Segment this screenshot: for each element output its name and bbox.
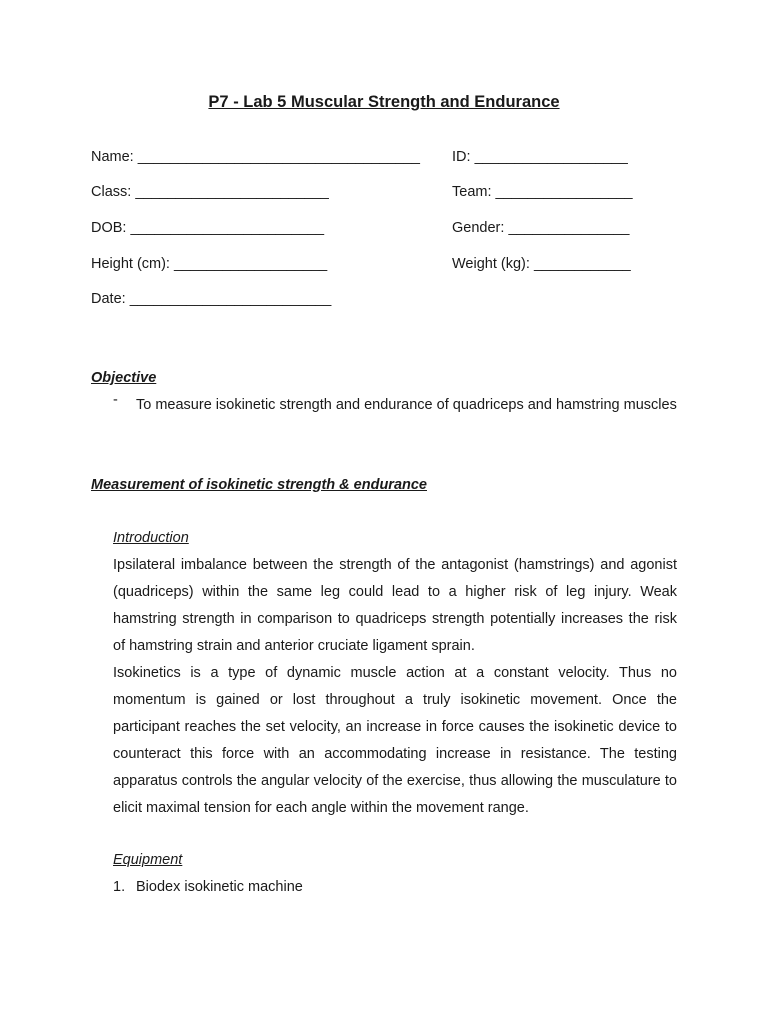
name-blank[interactable]: ___________________________________ xyxy=(137,149,420,165)
equipment-item-text: Biodex isokinetic machine xyxy=(136,879,303,895)
height-label: Height (cm): xyxy=(91,256,170,272)
date-label: Date: xyxy=(91,291,126,307)
name-field xyxy=(91,149,420,165)
dob-label: DOB: xyxy=(91,220,127,236)
introduction-paragraph-2: Isokinetics is a type of dynamic muscle action at a constant velocity. Thus no momentum is gained or lost throughout a truly isokinetic movement. Once the participant reaches the set velocity, an increase in force causes the isokinetic device to counteract this force with an accommodating increase in resistance. The testing apparatus controls the angular velocity of the exercise, thus allowing the musculature to elicit maximal tension for each angle within the movement range. xyxy=(113,665,677,816)
team-blank[interactable]: _________________ xyxy=(495,184,633,200)
date-blank[interactable]: _________________________ xyxy=(129,291,332,307)
name-label: Name: xyxy=(91,149,134,165)
bullet-marker: - xyxy=(113,392,118,408)
team-field xyxy=(452,184,633,200)
objective-text: To measure isokinetic strength and endurance of quadriceps and hamstring muscles xyxy=(136,397,677,413)
date-field xyxy=(91,291,331,307)
team-label: Team: xyxy=(452,184,492,200)
equipment-item-number: 1. xyxy=(113,879,126,895)
class-blank[interactable]: ________________________ xyxy=(135,184,329,200)
weight-label: Weight (kg): xyxy=(452,256,530,272)
id-blank[interactable]: ___________________ xyxy=(474,149,628,165)
id-label: ID: xyxy=(452,149,471,165)
introduction-paragraph-1: Ipsilateral imbalance between the strength of the antagonist (hamstrings) and agonist (quadriceps) within the same leg could lead to a higher risk of leg injury. Weak hamstring strength in comparison to quadriceps strength potentially increases the risk of hamstring strain and anterior cruciate ligament sprain. xyxy=(113,557,677,654)
introduction-heading: Introduction xyxy=(113,530,189,546)
dob-field xyxy=(91,220,324,236)
gender-blank[interactable]: _______________ xyxy=(508,220,630,236)
equipment-item xyxy=(113,879,303,895)
height-field xyxy=(91,256,327,272)
objective-heading: Objective xyxy=(91,370,157,386)
equipment-heading: Equipment xyxy=(113,852,183,868)
dob-blank[interactable]: ________________________ xyxy=(130,220,325,236)
document-title: P7 - Lab 5 Muscular Strength and Endurance xyxy=(208,93,560,111)
objective-bullet xyxy=(113,392,677,419)
gender-label: Gender: xyxy=(452,220,505,236)
class-label: Class: xyxy=(91,184,132,200)
weight-blank[interactable]: ____________ xyxy=(533,256,631,272)
measurement-heading: Measurement of isokinetic strength & endurance xyxy=(91,477,427,493)
gender-field xyxy=(452,220,629,236)
id-field xyxy=(452,149,628,165)
weight-field xyxy=(452,256,631,272)
class-field xyxy=(91,184,329,200)
height-blank[interactable]: ___________________ xyxy=(174,256,328,272)
